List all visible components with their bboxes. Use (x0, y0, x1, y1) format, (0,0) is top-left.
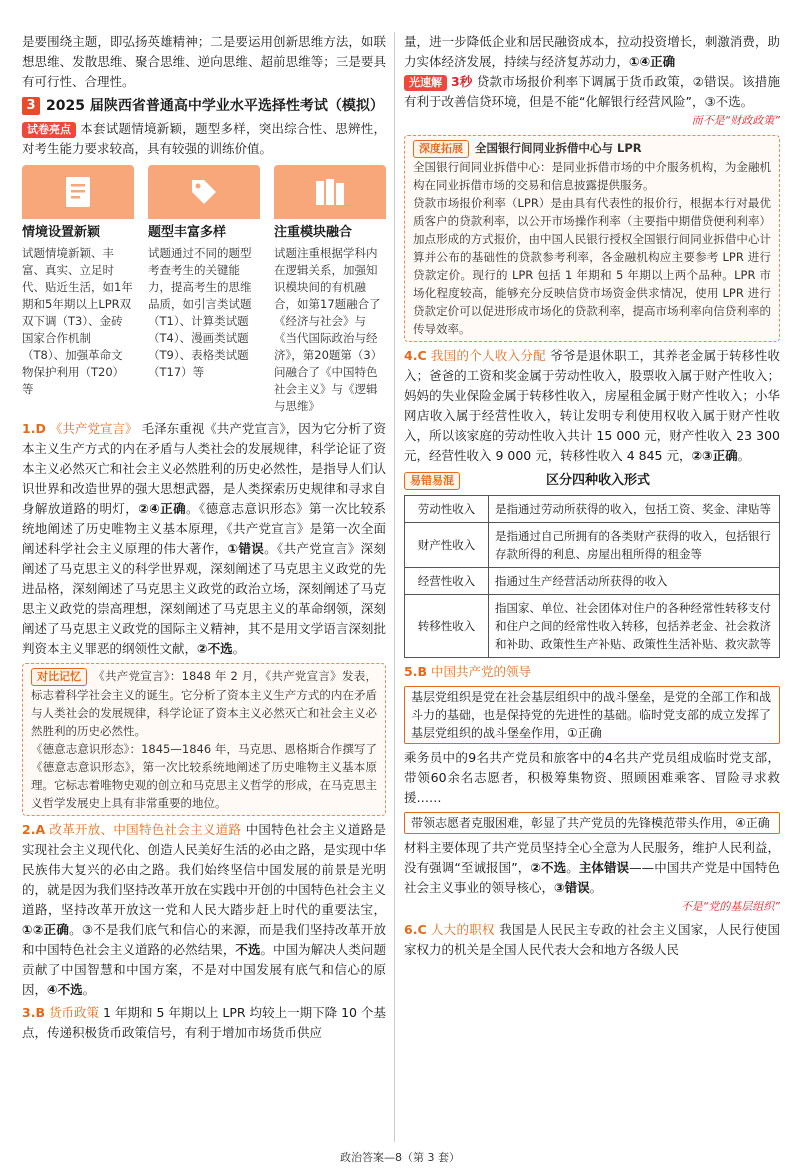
table-row (405, 595, 780, 658)
feature-title: 情境设置新颖 (22, 225, 101, 240)
verdict: 主体错误 (578, 860, 630, 875)
verdict: ②③正确 (691, 448, 738, 463)
handwritten-note-2: 不是“党的基层组织” (680, 900, 780, 913)
answer-label: 1.D (22, 421, 46, 436)
table-key: 劳动性收入 (405, 496, 489, 523)
answer-text: 。《德意志意识形态》第一次比较系统地阐述了历史唯物主义基本原理，《共产党宣言》是第一次全面阐述科学社会主义原理的伟大著作， (22, 501, 386, 556)
deep-title: 全国银行间同业拆借中心与 LPR (475, 141, 642, 155)
feature-card-2 (148, 165, 260, 415)
answer-1 (22, 419, 386, 659)
right-column (404, 32, 780, 960)
intro-paragraph: 是要围绕主题，即弘扬英雄精神；二是要运用创新思维方法，如联想思维、发散思维、聚合思维、逆向思维、超前思维等；三是要具有可行性、合理性。 (22, 34, 386, 89)
feature-body: 试题情境新颖、丰富、真实、立足时代、贴近生活，如1年期和5年期以上LPR双双下调（T3）、金砖国家合作机制（T8）、加强革命文物保护利用（T20）等 (22, 246, 133, 396)
answer-text: 。 (566, 860, 579, 875)
verdict: ③错误 (554, 880, 590, 895)
answer-text: 爷爷是退休职工，其养老金属于转移性收入；爸爸的工资和奖金属于劳动性收入，股票收入属于财产性收入；妈妈的失业保险金属于转移性收入，房屋租金属于财产性收入；小华网店收入属于经营性收入，转让发明专利使用权收入属于财产性收入，所以该家庭的劳动性收入共计 15 000 元，财产性收入 23 300 元，经营性收入 9 000 元，转移性收入 4 845 元， (404, 348, 780, 463)
exam-number: 3 (22, 97, 40, 115)
highlights (22, 119, 386, 159)
feature-body: 试题通过不同的题型考查考生的关键能力，提高考生的思维品质，如引言类试题（T1）、计算类试题（T4）、漫画类试题（T9）、表格类试题（T17）等 (148, 246, 252, 379)
verdict: ②不选 (530, 860, 567, 875)
answer-5 (404, 662, 780, 682)
document-icon (22, 165, 134, 219)
answer-label: 2.A (22, 822, 46, 837)
answer-text: ——中国共产党是中国特色社会主义事业的领导核心， (404, 860, 780, 895)
books-icon (274, 165, 386, 219)
answer-label: 3.B (22, 1005, 45, 1020)
verdict: ②④正确 (138, 501, 187, 516)
compare-text-2: 《德意志意识形态》：1845—1846 年，马克思、恩格斯合作撰写了《德意志意识形态》，第一次比较系统地阐述了历史唯物主义基本原理。它标志着唯物史观的创立和马克思主义哲学的形成，在马克思主义哲学发展史上具有非常重要的地位。 (31, 742, 377, 810)
table-row (405, 496, 780, 523)
income-table-section (404, 470, 780, 658)
column-divider (394, 32, 395, 1142)
highlights-tag: 试卷亮点 (22, 122, 76, 138)
verdict: ①④正确 (629, 54, 676, 69)
answer-text: 1 年期和 5 年期以上 LPR 均较上一期下降 10 个基点，传递积极货币政策信号，有利于增加市场货币供应 (22, 1005, 386, 1040)
feature-cards (22, 165, 386, 415)
answer-2 (22, 820, 386, 1000)
table-value: 指国家、单位、社会团体对住户的各种经常性转移支付和住户之间的经常性收入转移，包括养老金、社会救济和补助、政策性生产补贴、政策性生活补贴、救灾款等 (489, 595, 780, 658)
table-row (405, 523, 780, 568)
topic-tag: 货币政策 (48, 1005, 100, 1020)
compare-text: 《共产党宣言》：1848 年 2 月，《共产党宣言》发表，标志着科学社会主义的诞生。它分析了资本主义生产方式的内在矛盾与人类社会的发展规律，科学论证了资本主义必然灭亡和社会主义必然胜利的历史必然性。 (31, 669, 377, 738)
answer-text: 。 (232, 641, 246, 656)
answer-6 (404, 920, 780, 960)
table-value: 是指通过自己所拥有的各类财产获得的收入，包括银行存款所得的利息、房屋出租所得的租金等 (489, 523, 780, 568)
handwritten-note: 而不是“财政政策” (691, 114, 780, 127)
answer-label: 6.C (404, 922, 427, 937)
table-key: 转移性收入 (405, 595, 489, 658)
verdict: ①错误 (227, 541, 265, 556)
answer-text: 。③不是我们底气和信心的来源，而是我们坚持改革开放和中国特色社会主义道路的必然结果， (22, 922, 386, 957)
highlights-text: 本套试题情境新颖，题型多样，突出综合性、思辨性，对考生能力要求较高，具有较强的训练价值。 (22, 121, 386, 156)
left-column (22, 32, 386, 1043)
deep-tag: 深度拓展 (413, 140, 469, 158)
verdict: ①②正确 (22, 922, 70, 937)
answer-label: 5.B (404, 664, 427, 679)
feature-card-1 (22, 165, 134, 415)
compare-box (22, 663, 386, 816)
footer-text: 政治答案—8（第 3 套） (334, 1151, 466, 1164)
answer-3-continued (404, 32, 780, 72)
deep-text-1: 全国银行间同业拆借中心：是同业拆借市场的中介服务机构，为金融机构在同业拆借市场的交易和信息披露提供服务。 (413, 160, 771, 192)
answer-text: 我国是人民民主专政的社会主义国家，人民行使国家权力的机关是全国人民代表大会和地方各级人民 (404, 922, 780, 957)
exam-title-text: 2025 届陕西省普通高中学业水平选择性考试（模拟） (46, 98, 384, 114)
verdict: 不选 (235, 942, 261, 957)
annotation-box-1: 基层党组织是党在社会基层组织中的战斗堡垒，是党的全部工作和战斗力的基础，也是保持党的先进性的基础。临时党支部的成立发挥了基层党组织的战斗堡垒作用，①正确 (404, 686, 780, 744)
answer-text: 乘务员中的9名共产党员和旅客中的4名共产党员组成临时党支部，带领60余名志愿者，积极筹集物资、照顾困难乘客、冒险寻求救援…… (404, 750, 780, 805)
deep-text-2: 贷款市场报价利率（LPR）是由具有代表性的报价行，根据本行对最优质客户的贷款利率，以公开市场操作利率（主要指中期借贷便利利率）加点形成的方式报价，由中国人民银行授权全国银行间同业拆借中心计算并公布的基础性的贷款参考利率，各金融机构应主要参考 LPR 进行贷款定价。现行的 LPR 包括 1 年期和 5 年期以上两个品种。LPR 市场化程度较高，能够充分反映信贷市场资金供求情况，使用 LPR 进行贷款定价可以促进形成市场化的贷款利率，提高市场利率向信贷利率的传导效率。 (413, 196, 771, 336)
feature-card-3 (274, 165, 386, 415)
topic-tag: 我国的个人收入分配 (430, 348, 546, 363)
answer-label: 4.C (404, 348, 427, 363)
income-table (404, 495, 780, 658)
answer-text: 量，进一步降低企业和居民融资成本，拉动投资增长，刺激消费，助力实体经济发展，持续与经济复苏动力， (404, 34, 780, 69)
answer-3 (22, 1003, 386, 1043)
annotation-box-2: 带领志愿者克服困难，彰显了共产党员的先锋模范带头作用，④正确 (404, 812, 780, 834)
answer-text: 中国特色社会主义道路是实现社会主义现代化、创造人民美好生活的必由之路，是实现中华民族伟大复兴的必由之路。我们始终坚信中国发展的前景是光明的，就是因为我们坚持改革开放在实践中开创的中国特色社会主义道路，坚持改革开放这一党和人民大踏步赶上时代的重要法宝， (22, 822, 386, 917)
page-footer (0, 1148, 800, 1168)
feature-title: 题型丰富多样 (148, 225, 227, 240)
table-key: 经营性收入 (405, 568, 489, 595)
quick-solve-text: 贷款市场报价利率下调属于货币政策，②错误。该措施有利于改善信贷环境，但是不能“化解银行经营风险”，③不选。 (404, 74, 780, 109)
answer-text: 。 (737, 448, 751, 463)
table-value: 指通过生产经营活动所获得的收入 (489, 568, 780, 595)
table-value: 是指通过劳动所获得的收入，包括工资、奖金、津贴等 (489, 496, 780, 523)
answer-text: 材料主要体现了共产党员坚持全心全意为人民服务，维护人民利益，没有强调“至诚报国”， (404, 840, 780, 875)
quick-solve-time: 3秒 (451, 74, 473, 89)
verdict: ④不选 (47, 982, 83, 997)
feature-title: 注重模块融合 (274, 225, 353, 240)
tag-icon (148, 165, 260, 219)
table-row (405, 568, 780, 595)
topic-tag: 人大的职权 (430, 922, 495, 937)
exam-title (22, 96, 386, 116)
topic-tag: 中国共产党的领导 (430, 664, 531, 679)
feature-body: 试题注重根据学科内在逻辑关系，加强知识模块间的有机融合，如第17题融合了《经济与社会》与《当代国际政治与经济》，第20题第（3）问融合了《中国特色社会主义》与《逻辑与思维》 (274, 246, 383, 413)
verdict: ②不选 (197, 641, 233, 656)
answer-4 (404, 346, 780, 466)
topic-tag: 《共产党宣言》 (49, 421, 138, 436)
answer-text: 。《共产党宣言》深刻阐述了马克思主义的科学世界观，深刻阐述了马克思主义政党的先进品格，深刻阐述了马克思主义政党的政治立场，深刻阐述了马克思主义政党的崇高理想，深刻阐述了马克思主义的革命纲领，深刻阐述了马克思主义政党的国际主义精神，其不是用文学语言深刻批判资本主义罪恶的纲领性文献， (22, 541, 386, 656)
answer-text: 。中国为解决人类问题贡献了中国智慧和中国方案，不是对中国发展有底气和信心的原因， (22, 942, 386, 997)
quick-solve-tag: 光速解 (404, 75, 447, 91)
deep-box (404, 135, 780, 342)
table-key: 财产性收入 (405, 523, 489, 568)
answer-5-text (404, 838, 780, 898)
compare-tag: 对比记忆 (31, 668, 87, 686)
answer-text: 。 (82, 982, 96, 997)
table-tag: 易错易混 (404, 472, 460, 490)
topic-tag: 改革开放、中国特色社会主义道路 (49, 822, 242, 837)
answer-text: 毛泽东重视《共产党宣言》，因为它分析了资本主义生产方式的内在矛盾与人类社会的发展规律，科学论证了资本主义必然灭亡和社会主义必然胜利的历史必然性，是指导人们认识世界和改造世界的强大思想武器，是人类探索历史规律和寻求自身解放道路的明灯， (22, 421, 386, 516)
table-title: 区分四种收入形式 (546, 473, 651, 488)
answer-text: 。 (589, 880, 603, 895)
quick-solve (404, 72, 780, 112)
